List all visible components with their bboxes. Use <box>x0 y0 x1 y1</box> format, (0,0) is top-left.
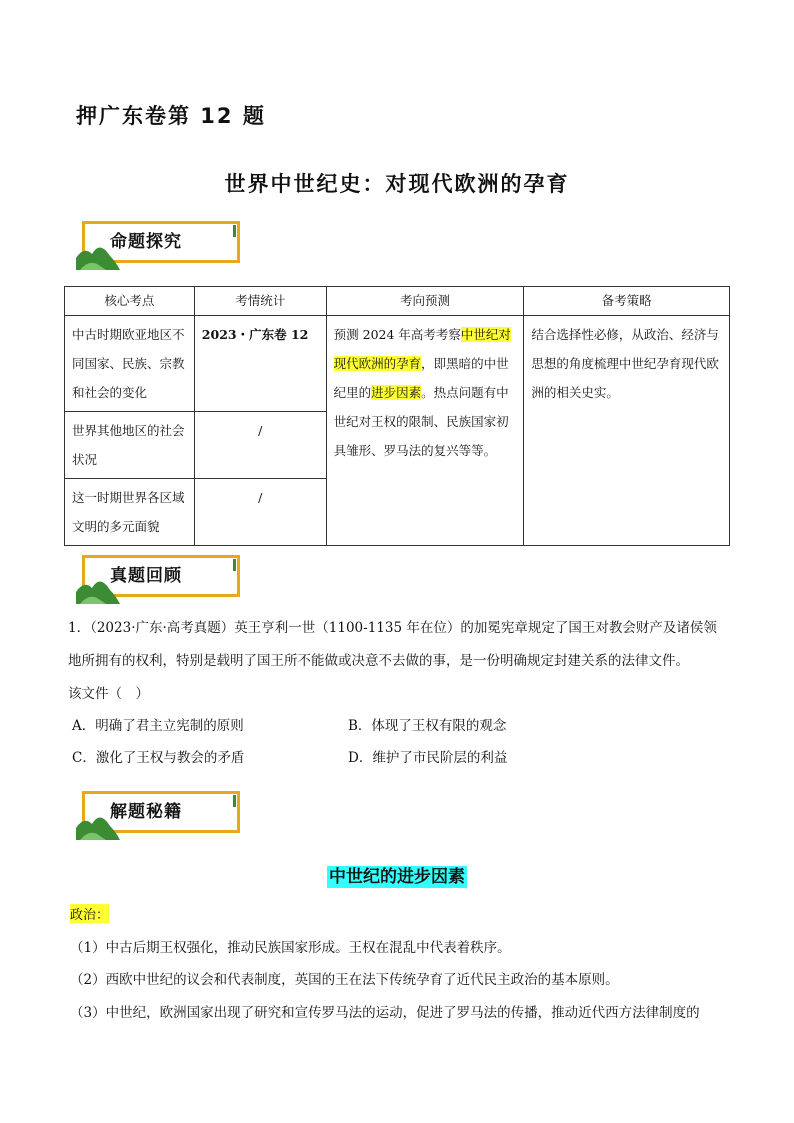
section-label: 解题秘籍 <box>110 802 182 822</box>
section-badge-secrets <box>76 788 246 838</box>
header-stat: 考情统计 <box>194 287 326 316</box>
topic-heading <box>0 862 794 887</box>
table-row <box>65 316 730 412</box>
forecast-cell <box>326 316 524 546</box>
document-title: 押广东卷第 12 题 <box>76 104 266 128</box>
core-topic-cell: 世界其他地区的社会状况 <box>65 412 195 479</box>
header-core: 核心考点 <box>65 287 195 316</box>
document-subtitle: 世界中世纪史：对现代欧洲的孕育 <box>224 172 570 196</box>
badge-mark <box>233 225 236 237</box>
core-topic-cell: 中古时期欧亚地区不同国家、民族、宗教和社会的变化 <box>65 316 195 412</box>
question-stem-line: 地所拥有的权利，特别是载明了国王所不能做或决意不去做的事，是一份明确规定封建关系的法律文件。 <box>68 653 689 669</box>
header-strategy: 备考策略 <box>524 287 730 316</box>
forecast-text: 。热点问题有中世纪对王权的限制、民族国家初具雏形、罗马法的复兴等等。 <box>333 385 509 458</box>
forecast-text: ，即黑暗的中世纪里的 <box>333 356 509 400</box>
option-d: D．维护了市民阶层的利益 <box>348 750 508 766</box>
point-item: （2）西欧中世纪的议会和代表制度，英国的王在法下传统孕育了近代民主政治的基本原则。 <box>70 972 619 988</box>
stat-cell: / <box>194 479 326 546</box>
badge-mark <box>233 559 236 571</box>
core-topic-cell: 这一时期世界各区域文明的多元面貌 <box>65 479 195 546</box>
stat-cell: 2023・广东卷 12 <box>194 316 326 412</box>
forecast-highlight: 进步因素 <box>371 385 422 400</box>
point-item: （3）中世纪，欧洲国家出现了研究和宣传罗马法的运动，促进了罗马法的传播，推动近代西方法律制度的 <box>70 1005 700 1021</box>
strategy-cell: 结合选择性必修，从政治、经济与思想的角度梳理中世纪孕育现代欧洲的相关史实。 <box>524 316 730 546</box>
forecast-text: 预测 2024 年高考考察 <box>333 327 461 342</box>
point-item: （1）中古后期王权强化，推动民族国家形成。王权在混乱中代表着秩序。 <box>70 940 511 956</box>
question-stem-line: 1．（2023·广东·高考真题）英王亨利一世（1100-1135 年在位）的加冕宪章规定了国王对教会财产及诸侯领 <box>68 620 717 636</box>
section-label: 命题探究 <box>110 232 182 252</box>
table-header-row <box>65 287 730 316</box>
question-stem-line: 该文件（ ） <box>68 686 149 702</box>
stat-cell: / <box>194 412 326 479</box>
option-a: A．明确了君主立宪制的原则 <box>72 718 244 734</box>
section-badge-review <box>76 552 246 602</box>
category-label: 政治： <box>70 904 109 923</box>
header-forecast: 考向预测 <box>326 287 524 316</box>
section-label: 真题回顾 <box>110 566 182 586</box>
topic-heading-text: 中世纪的进步因素 <box>329 867 465 887</box>
badge-mark <box>233 795 236 807</box>
option-c: C．激化了王权与教会的矛盾 <box>72 750 245 766</box>
exam-analysis-table <box>64 286 730 546</box>
option-b: B．体现了王权有限的观念 <box>348 718 507 734</box>
forecast-highlight: 中世纪对现代欧洲的孕育 <box>333 327 511 371</box>
section-badge-explore <box>76 218 246 268</box>
